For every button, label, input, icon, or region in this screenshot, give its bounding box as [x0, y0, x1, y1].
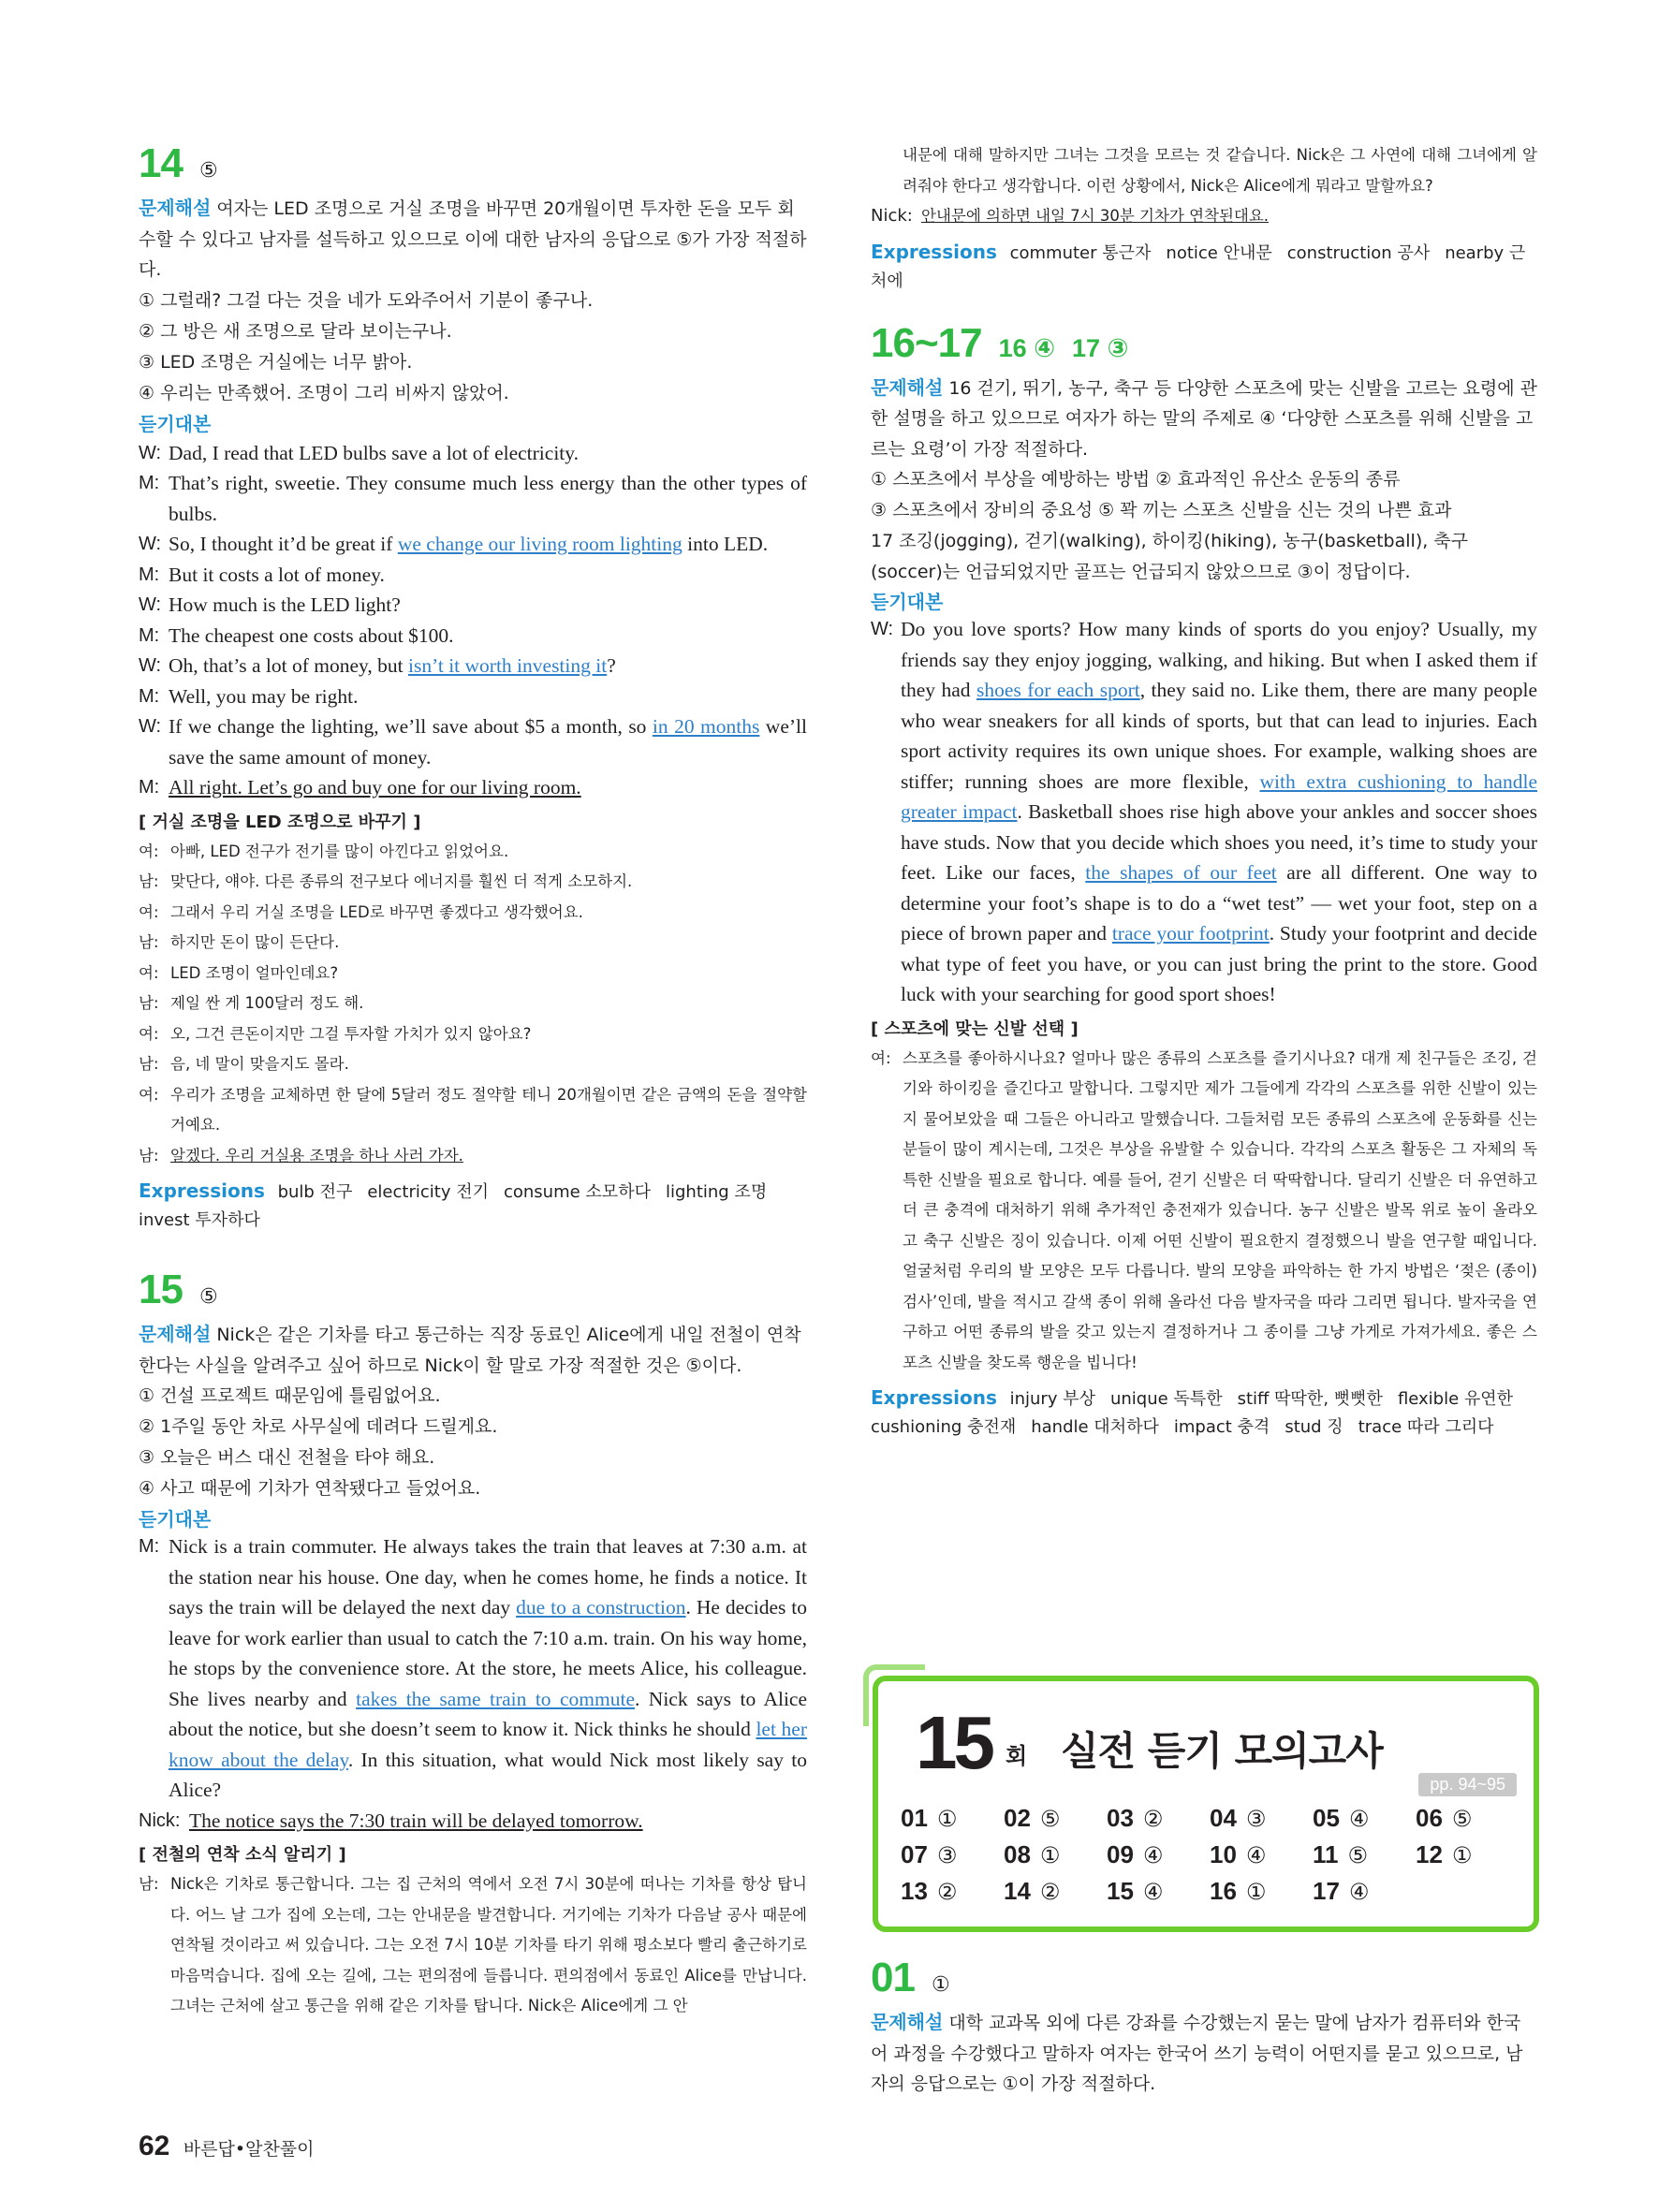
test-title: 실전 듣기 모의고사 — [1061, 1728, 1383, 1774]
q1617-number: 16~17 — [871, 319, 982, 366]
translation-line: 남: 맞단다, 얘야. 다른 종류의 전구보다 에너지를 훨씬 더 적게 소모하지. — [139, 872, 633, 890]
q14-script — [139, 438, 807, 803]
translation-line: 남: 알겠다. 우리 거실용 조명을 하나 사러 가자. — [139, 1146, 463, 1165]
speaker: M: — [139, 624, 160, 646]
q14-translation-title: [ 거실 조명을 LED 조명으로 바꾸기 ] — [139, 812, 421, 832]
answer-key-box — [863, 1664, 1539, 1932]
speaker: M: — [139, 473, 160, 493]
script-line — [139, 621, 807, 652]
script-label: 듣기대본 — [871, 591, 944, 613]
question-number: 08 — [1004, 1840, 1031, 1868]
question-number: 09 — [1107, 1840, 1134, 1868]
script-line — [139, 529, 807, 560]
blank-answer: let her know about the delay — [169, 1718, 807, 1771]
q01-number: 01 — [871, 1955, 915, 2000]
line-text: That’s right, sweetie. They consume much less energy than the other types of bulbs. — [169, 472, 807, 525]
line-text: Well, you may be right. — [169, 684, 359, 708]
translation-line: Nick: 안내문에 의하면 내일 7시 30분 기차가 연착된대요. — [871, 206, 1270, 226]
question-number: 15 — [1107, 1877, 1134, 1905]
question-number: 10 — [1210, 1840, 1237, 1868]
answer-cell — [1313, 1803, 1416, 1834]
test-number: 15 — [916, 1701, 991, 1784]
explain-label: 문제해설 — [871, 375, 944, 399]
answer-choice: ③ — [936, 1842, 958, 1868]
q16-choices: ③ 스포츠에서 장비의 중요성 ⑤ 꽉 끼는 스포츠 신발을 신는 것의 나쁜 효과 — [871, 500, 1452, 520]
script-line — [139, 772, 807, 803]
q15-choice: ① 건설 프로젝트 때문임에 틀림없어요. — [139, 1385, 441, 1406]
q1617-translation-title: [ 스포츠에 맞는 신발 선택 ] — [871, 1018, 1079, 1039]
q15-translation-title: [ 전철의 연착 소식 알리기 ] — [139, 1845, 346, 1865]
speaker: M: — [139, 564, 160, 585]
line-text: The cheapest one costs about $100. — [169, 623, 454, 647]
translation-line: 남: 제일 싼 게 100달러 정도 해. — [139, 994, 364, 1012]
script-line — [139, 438, 807, 469]
line-text: How much is the LED light? — [169, 593, 401, 616]
answer-choice: ④ — [1348, 1879, 1370, 1905]
blank-answer: isn’t it worth investing it — [407, 654, 608, 677]
answer-choice: ① — [1039, 1842, 1061, 1868]
speaker: M: — [139, 685, 160, 707]
q14-choice: ④ 우리는 만족했어. 조명이 그리 비싸지 않았어. — [139, 382, 509, 403]
q16-explain: 문제해설 16 걷기, 뛰기, 농구, 축구 등 다양한 스포츠에 맞는 신발을 고르는 요령에 관한 설명을 하고 있으므로 여자가 하는 말의 주제로 ④ ‘다양한 스포츠를 위해 신발을 고르는 요령’이 가장 적절하다. — [871, 375, 1538, 460]
speaker: W: — [139, 655, 162, 676]
q15-choice: ② 1주일 동안 차로 사무실에 데려다 드릴게요. — [139, 1416, 498, 1437]
answer-choice: ① — [1451, 1842, 1473, 1868]
answer-choice: ① — [1245, 1879, 1267, 1905]
answer-cell — [1416, 1839, 1519, 1870]
q17-explain: 17 조깅(jogging), 걷기(walking), 하이킹(hiking), 농구(basketball), 축구(soccer)는 언급되었지만 골프는 언급되지 않았으므로 ③이 정답이다. — [871, 531, 1469, 582]
answer-line: All right. Let’s go and buy one for our living room. — [169, 776, 581, 798]
answer-cell — [1004, 1803, 1107, 1834]
blank-answer: with extra cushioning to handle greater impact — [901, 769, 1537, 823]
answer-grid — [901, 1803, 1519, 1907]
answer-cell — [1313, 1839, 1416, 1870]
q01-explain: 문제해설 대학 교과목 외에 다른 강좌를 수강했는지 묻는 말에 남자가 컴퓨터와 한국어 과정을 수강했다고 말하자 여자는 한국어 쓰기 능력이 어떤지를 묻고 있으므로, 남자의 응답으로는 ①이 가장 적절하다. — [871, 2011, 1523, 2094]
explain-label: 문제해설 — [871, 2011, 944, 2033]
answer-choice: ⑤ — [1451, 1806, 1473, 1832]
q01-section — [871, 1955, 1537, 2100]
answer-choice: ② — [1039, 1879, 1061, 1905]
page-footer — [139, 2131, 315, 2162]
translation-line: 남: Nick은 기차로 통근합니다. 그는 집 근처의 역에서 오전 7시 30분에 떠나는 기차를 항상 탑니다. 어느 날 그가 집에 오는데, 그는 안내문을 발견합니다. 거기에는 기차가 다음날 공사 때문에 연착될 것이라고 써 있습니다. 그는 오전 7시 10분 기차를 타기 위해 평소보다 빨리 출근하기로 마음먹습니다. 집에 오는 길에, 그는 편의점에 들릅니다. 편의점에서 동료인 Alice를 만납니다. 그녀는 근처에 살고 통근을 위해 같은 기차를 탑니다. Nick은 Alice에게 그 안 — [139, 1875, 807, 2014]
script-line — [139, 651, 807, 681]
expressions-label: Expressions — [139, 1179, 265, 1202]
question-number: 06 — [1416, 1804, 1443, 1832]
left-column — [139, 140, 807, 2022]
q15-choice: ④ 사고 때문에 기차가 연착됐다고 들었어요. — [139, 1478, 481, 1499]
blank-answer: in 20 months — [652, 715, 760, 738]
question-number: 04 — [1210, 1804, 1237, 1832]
q14-answer: ⑤ — [198, 159, 218, 183]
script-line — [139, 560, 807, 591]
q14-choice: ① 그럴래? 그걸 다는 것을 네가 도와주어서 기분이 좋구나. — [139, 289, 594, 311]
question-number: 17 — [1313, 1877, 1340, 1905]
question-number: 05 — [1313, 1804, 1340, 1832]
answer-cell — [1107, 1876, 1210, 1907]
question-number: 01 — [901, 1804, 928, 1832]
speaker: W: — [139, 594, 162, 615]
question-number: 12 — [1416, 1840, 1443, 1868]
question-number: 07 — [901, 1840, 928, 1868]
answer-choice: ② — [1142, 1806, 1164, 1832]
translation-line: 여: LED 조명이 얼마인데요? — [139, 963, 339, 982]
question-number: 11 — [1313, 1840, 1339, 1868]
script-line: Nick: The notice says the 7:30 train will be delayed tomorrow. — [139, 1806, 807, 1837]
translation-line: 여: 우리가 조명을 교체하면 한 달에 5달러 정도 절약할 테니 20개월이면 같은 금액의 돈을 절약할 거예요. — [139, 1085, 807, 1134]
translation-line: 여: 오, 그건 큰돈이지만 그걸 투자할 가치가 있지 않아요? — [139, 1024, 532, 1043]
answer-cell — [1210, 1876, 1313, 1907]
q14-choice: ② 그 방은 새 조명으로 달라 보이는구나. — [139, 320, 452, 342]
blank-answer: trace your footprint — [1111, 922, 1270, 945]
answer-cell — [1107, 1839, 1210, 1870]
test-number-suffix: 회 — [1006, 1743, 1028, 1769]
blank-answer: the shapes of our feet — [1085, 861, 1277, 884]
translation-line: 여: 스포츠를 좋아하시나요? 얼마나 많은 종류의 스포츠를 즐기시나요? 대개 제 친구들은 조깅, 걷기와 하이킹을 즐긴다고 말합니다. 그렇지만 제가 그들에게 각각의 스포츠를 위한 신발이 있는지 물어보았을 때 그들은 아니라고 말했습니다. 그들처럼 모든 종류의 스포츠에 운동화를 신는 분들이 많이 계시는데, 그것은 부상을 유발할 수 있습니다. 각각의 스포츠 활동은 그 자체의 독특한 신발을 필요로 합니다. 예를 들어, 걷기 신발은 더 딱딱합니다. 달리기 신발은 더 유연하고 더 큰 충격에 대처하기 위해 추가적인 충전재가 있습니다. 농구 신발은 발목 위로 높이 올라오고 축구 신발은 징이 있습니다. 이제 어떤 신발이 필요한지 결정했으니 발을 연구할 때입니다. 얼굴처럼 우리의 발 모양은 모두 다릅니다. 발의 모양을 파악하는 한 가지 방법은 ‘젖은 (종이) 검사’인데, 발을 적시고 갈색 종이 위해 올라선 다음 발자국을 따라 그리면 됩니다. 발자국을 연구하고 어떤 종류의 발을 갖고 있는지 결정하거나 그 종이를 그냥 가게로 가져가세요. 좋은 스포츠 신발을 찾도록 행운을 빕니다! — [871, 1048, 1537, 1371]
question-number: 02 — [1004, 1804, 1031, 1832]
question-number: 16 — [1210, 1877, 1237, 1905]
answer-cell — [1313, 1876, 1416, 1907]
translation-line: 여: 아빠, LED 전구가 전기를 많이 아낀다고 읽었어요. — [139, 842, 509, 860]
q1617-header — [871, 320, 1537, 367]
answer-choice: ② — [936, 1879, 958, 1905]
q15-answer: ⑤ — [198, 1285, 218, 1309]
q1617-expressions: Expressions injury 부상 unique 독특한 stiff 딱딱한, 뻣뻣한 flexible 유연한cushioning 충전재 handle 대처하다 impact 충격 stud 징 trace 따라 그리다 — [871, 1386, 1514, 1437]
answer-key-frame — [873, 1676, 1539, 1932]
script-line: W: Do you love sports? How many kinds of sports do you enjoy? Usually, my friends say they enjoy jogging, walking, and hiking. But when I asked them if they had shoes for each sport, they said no. Like them, there are many people who wear sneakers for all kinds of sports, but that can lead to injuries. Each sport activity requires its own unique shoes. For example, walking shoes are stiffer; running shoes are more flexible, with extra cushioning to handle greater impact. Basketball shoes rise high above your ankles and soccer shoes have studs. Now that you decide which shoes you need, it’s time to study your feet. Like our faces, the shapes of our feet are all different. One way to determine your foot’s shape is to do a “wet test” — wet your foot, step on a piece of brown paper and trace your footprint. Study your footprint and decide what type of feet you have, or you can just bring the print to the store. Good luck with your searching for good sport shoes! — [871, 618, 1537, 1005]
question-number: 13 — [901, 1877, 928, 1905]
q14-header — [139, 140, 807, 187]
translation-line: 여: 그래서 우리 거실 조명을 LED로 바꾸면 좋겠다고 생각했어요. — [139, 902, 583, 921]
q14-expressions: Expressions bulb 전구 electricity 전기 consume 소모하다 lighting 조명invest 투자하다 — [139, 1179, 768, 1230]
answer-choice: ③ — [1245, 1806, 1267, 1832]
question-number: 03 — [1107, 1804, 1134, 1832]
translation-line: 남: 음, 네 말이 맞을지도 몰라. — [139, 1055, 349, 1073]
answer-choice: ④ — [1142, 1842, 1164, 1868]
right-column — [871, 140, 1537, 1442]
line-text: Dad, I read that LED bulbs save a lot of electricity. — [169, 441, 579, 464]
answer-cell — [901, 1839, 1004, 1870]
book-title: 바른답•알찬풀이 — [183, 2139, 315, 2160]
q14-explain-text: 여자는 LED 조명으로 거실 조명을 바꾸면 20개월이면 투자한 돈을 모두 회수할 수 있다고 남자를 설득하고 있으므로 이에 대한 남자의 응답으로 ⑤가 가장 적절하다. — [139, 198, 807, 280]
speaker: W: — [139, 442, 162, 463]
answer-cell — [901, 1803, 1004, 1834]
answer-choice: ⑤ — [1039, 1806, 1061, 1832]
answer-cell — [1004, 1839, 1107, 1870]
answer-cell — [1416, 1803, 1519, 1834]
answer-cell — [901, 1876, 1004, 1907]
answer-line: The notice says the 7:30 train will be delayed tomorrow. — [189, 1809, 643, 1832]
q01-header — [871, 1955, 1537, 2001]
script-line — [139, 681, 807, 712]
answer-choice: ④ — [1348, 1806, 1370, 1832]
script-line — [139, 711, 807, 772]
speaker: W: — [139, 716, 162, 737]
line-text: If we change the lighting, we’ll save about $5 a month, so in 20 months we’ll save the same amount of money. — [169, 715, 807, 769]
q17-answer: 17 ③ — [1071, 333, 1129, 362]
blank-answer: due to a construction — [516, 1596, 686, 1619]
answer-choice: ⑤ — [1347, 1842, 1369, 1868]
translation-line: 내문에 대해 말하지만 그녀는 그것을 모르는 것 같습니다. Nick은 그 사연에 대해 그녀에게 알려줘야 한다고 생각합니다. 이런 상황에서, Nick은 Alice에게 뭐라고 말할까요? — [903, 146, 1537, 195]
answer-choice: ④ — [1142, 1879, 1164, 1905]
page-number: 62 — [139, 2131, 170, 2161]
q14-number: 14 — [139, 140, 183, 186]
line-text: Oh, that’s a lot of money, but isn’t it worth investing it? — [169, 654, 616, 677]
script-line: M: Nick is a train commuter. He always takes the train that leaves at 7:30 a.m. at the station near his house. One day, when he comes home, he finds a notice. It says the train will be delayed the next day due to a construction. He decides to leave for work earlier than usual to catch the 7:10 a.m. train. On his way home, he stops by the convenience store. At the store, he meets Alice, his colleague. She lives nearby and takes the same train to commute. Nick says to Alice about the notice, but she doesn’t seem to know it. Nick thinks he should let her know about the delay. In this situation, what would Nick most likely say to Alice? — [139, 1535, 808, 1801]
q14-choice: ③ LED 조명은 거실에는 너무 밝아. — [139, 351, 413, 373]
script-label: 듣기대본 — [139, 1508, 212, 1531]
expressions-label: Expressions — [871, 240, 997, 263]
answer-choice: ① — [936, 1806, 958, 1832]
answer-choice: ④ — [1245, 1842, 1267, 1868]
q16-answer: 16 ④ — [998, 333, 1055, 362]
q15-choice: ③ 오늘은 버스 대신 전철을 타야 해요. — [139, 1447, 435, 1468]
q16-choices: ① 스포츠에서 부상을 예방하는 방법 ② 효과적인 유산소 운동의 종류 — [871, 469, 1401, 490]
expressions-label: Expressions — [871, 1386, 997, 1409]
script-line — [139, 468, 807, 529]
script-line — [139, 590, 807, 621]
q14-explain — [139, 193, 807, 286]
script-label: 듣기대본 — [139, 412, 212, 435]
answer-cell — [1210, 1839, 1313, 1870]
question-number: 14 — [1004, 1877, 1031, 1905]
q15-header — [139, 1267, 807, 1313]
blank-answer: takes the same train to commute — [356, 1687, 635, 1710]
blank-answer: we change our living room lighting — [397, 533, 683, 555]
answer-cell — [1107, 1803, 1210, 1834]
explain-label: 문제해설 — [139, 1323, 212, 1345]
page-range-badge: pp. 94~95 — [1418, 1773, 1517, 1796]
translation-line: 남: 하지만 돈이 많이 든단다. — [139, 933, 340, 951]
answer-cell — [1210, 1803, 1313, 1834]
speaker: M: — [139, 777, 160, 798]
blank-answer: shoes for each sport — [976, 679, 1140, 701]
answer-cell — [1004, 1876, 1107, 1907]
speaker: W: — [139, 534, 162, 554]
q01-answer: ① — [931, 1973, 950, 1997]
q15-expressions: Expressions commuter 통근자 notice 안내문 construction 공사 nearby 근처에 — [871, 240, 1526, 291]
q15-number: 15 — [139, 1267, 183, 1312]
explain-label: 문제해설 — [139, 197, 212, 219]
line-text: But it costs a lot of money. — [169, 563, 385, 586]
q15-explain: 문제해설 Nick은 같은 기차를 타고 통근하는 직장 동료인 Alice에게 내일 전철이 연착한다는 사실을 알려주고 싶어 하므로 Nick이 할 말로 가장 적절한 것은 ⑤이다. — [139, 1323, 801, 1376]
line-text: So, I thought it’d be great if we change our living room lighting into LED. — [169, 533, 769, 555]
